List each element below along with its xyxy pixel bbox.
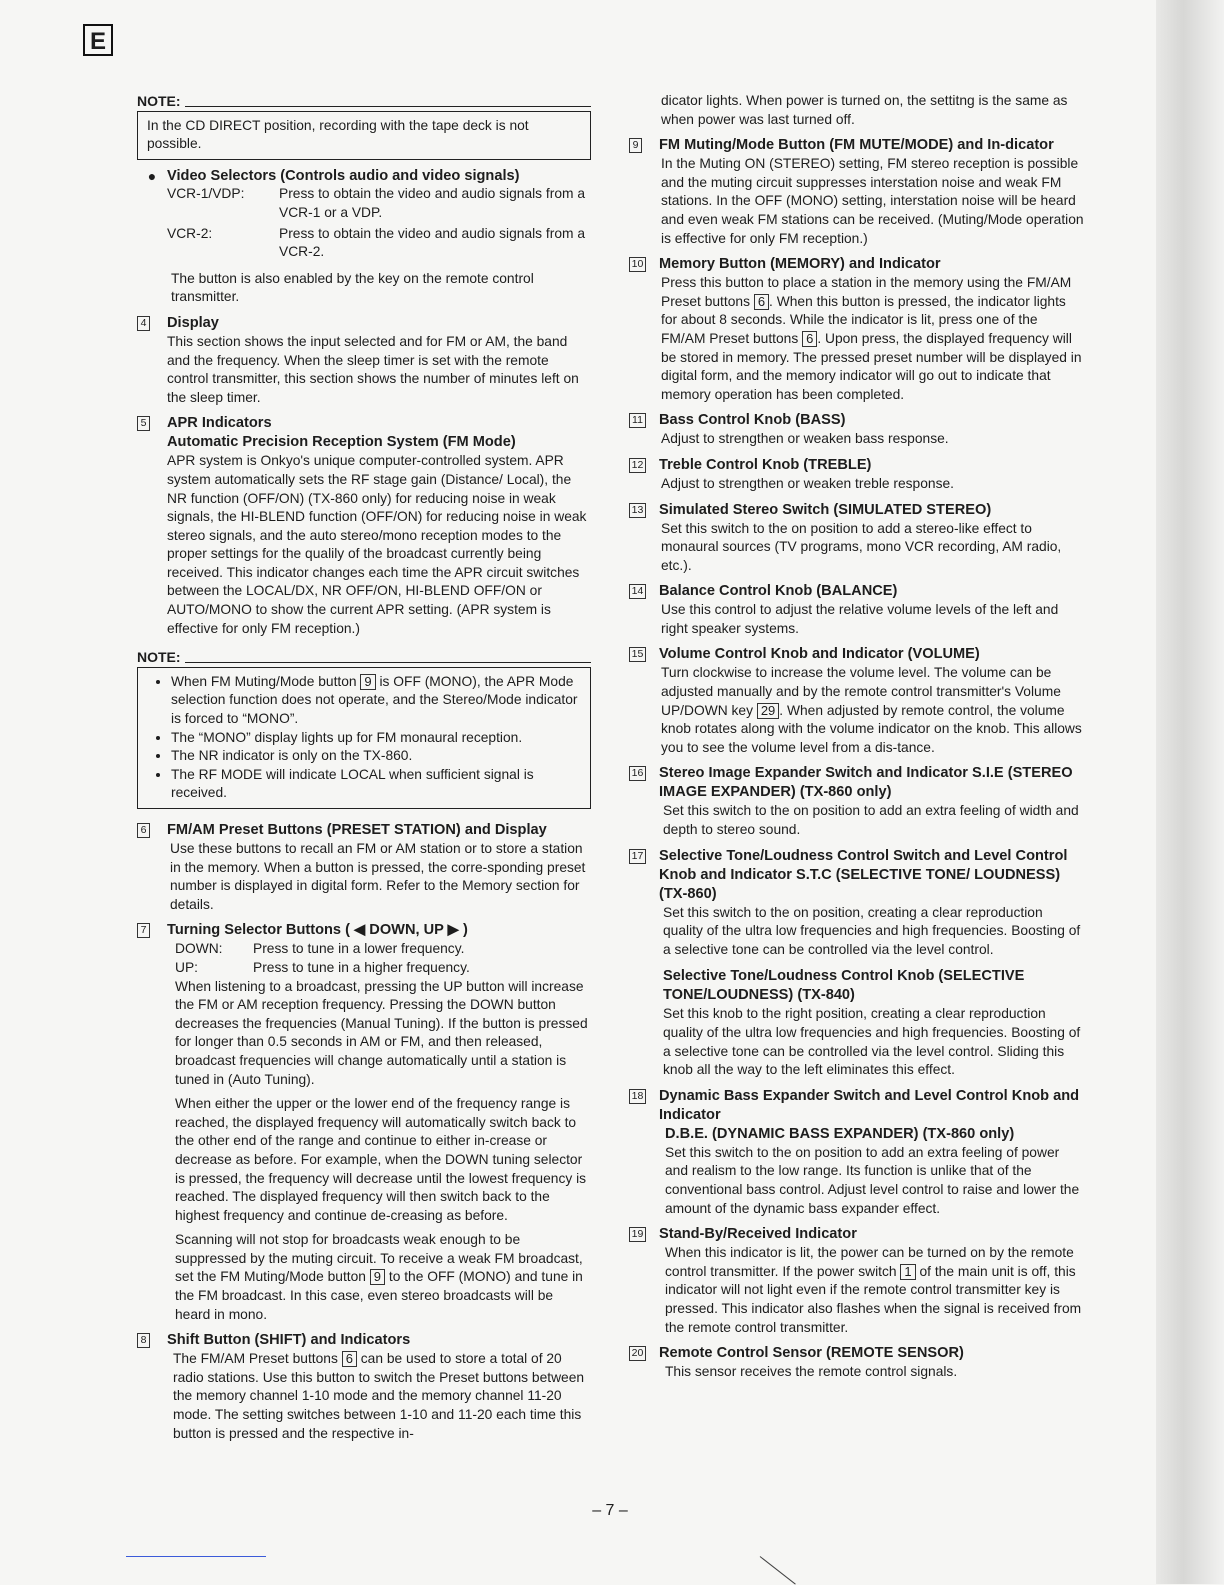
section-number: 15 [629, 647, 646, 662]
note-box: • When FM Muting/Mode button 9 is OFF (MONO), the APR Mode selection function does not operate, and the Stereo/Mode indicator is forced to “MONO”. • The “MONO” display lights up for FM monaural reception. • The NR indicator is only on the TX-860. • The RF MODE will indicate LOCAL when sufficient signal is received. [137, 667, 591, 809]
section-11-bass: 11 Bass Control Knob (BASS) Adjust to strengthen or weaken bass response. [629, 411, 1085, 449]
section-10-memory: 10 Memory Button (MEMORY) and Indicator Press this button to place a station in the memory using the FM/AM Preset buttons 6 . When this button is pressed, the indicator lights for about 8 seconds. While the indicator is lit, press one of the FM/AM Preset buttons 6 . Upon press, the displayed frequency will be stored in memory. The pressed preset number will be displayed in digital form, and the memory indicator will go out to indicate that memory operation has been completed. [629, 255, 1085, 404]
section-number: 19 [629, 1227, 646, 1242]
right-column: dicator lights. When power is turned on, the settitng is the same as when power was last turned off. 9 FM Muting/Mode Button (FM MUTE/MODE) and In-dicator In the Muting ON (STEREO) setting, FM stereo reception is possible and the muting circuit suppresses interstation noise and weak FM stations. In the OFF (MONO) setting, interstation noise will be heard and even weak FM stations can be received. (Muting/Mode operation is effective for only FM reception.) 10 Memory Button (MEMORY) and Indicator Press this button to place a station in the memory using the FM/AM Preset buttons 6 . When this button is pressed, the indicator lights for about 8 seconds. While the indicator is lit, press one of the FM/AM Preset buttons 6 . Upon press, the displayed frequency will be stored in memory. The pressed preset number will be displayed in digital form, and the memory indicator will go out to indicate that memory operation has been completed. 11 Bass Control Knob (BASS) Adjust to strengthen or weaken bass response. 12 Treble Control Knob (TREBLE) Adjust to strengthen or weaken treble response. 13 Simulated Stereo Switch (SIMULATED STEREO) Set this switch to the on position to add a stereo-like effect to monaural sources (TV programs, mono VCR recording, AM radio, etc.). 14 Balance Control Knob (BALANCE) Use this control to adjust the relative volume levels of the left and right speaker systems. 15 Volume Control Knob and Indicator (VOLUME) Turn clockwise to increase the volume level. The volume can be adjusted manually and by the remote control transmitter's Volume UP/DOWN key 29 . When adjusted by remote control, the volume knob rotates along with the volume indicator on the knob. This allows you to see the volume level from a dis-tance. 16 Stereo Image Expander Switch and Indicator S.I.E (STEREO IMAGE EXPANDER) (TX-860 only) Set this switch to the on position to add an extra feeling of width and depth to stereo sound. 17 Selective Tone/Loudness Control Switch and Level Control Knob and Indicator S.T.C (SELECTIVE TONE/ LOUDNESS) (TX-860) Set this switch to the on position, creating a clear reproduction quality of the ultra low frequencies and high frequencies. Boosting of a selective tone can be controlled via the level control. Selective Tone/Loudness Control Knob (SELECTIVE TONE/LOUDNESS) (TX-840) Set this knob to the right position, creating a clear reproduction quality of the ultra low frequencies and high frequencies. Boosting of a selective tone can be controlled via the level control. Sliding this knob all the way to the left eliminates this effect. 18 Dynamic Bass Expander Switch and Level Control Knob and Indicator D.B.E. (DYNAMIC BASS EXPANDER) (TX-860 only) Set this switch to the on position to add an extra feeling of power and realism to the low range. Its function is unlike that of the conventional bass control. Adjust level control to raise and lower the amount of the dynamic bass expander effect. 19 Stand-By/Received Indicator When this indicator is lit, the power can be turned on by the remote control transmitter. If the power switch 1 of the main unit is off, this indicator will not light even if the remote control transmitter key is pressed. This indicator also flashes when the signal is received from the remote control transmitter. 20 Remote Control Sensor (REMOTE SENSOR) This sensor receives the remote control signals. [629, 92, 1085, 1388]
bullet-icon: ● [147, 167, 157, 184]
section-number: 16 [629, 766, 646, 781]
section-number: 13 [629, 503, 646, 518]
section-18-dbe: 18 Dynamic Bass Expander Switch and Level Control Knob and Indicator D.B.E. (DYNAMIC BASS EXPANDER) (TX-860 only) Set this switch to the on position to add an extra feeling of power and realism to the low range. Its function is unlike that of the conventional bass control. Adjust level control to raise and lower the amount of the dynamic bass expander effect. [629, 1087, 1085, 1218]
note-box: In the CD DIRECT position, recording with the tape deck is not possible. [137, 111, 591, 160]
section-number: 6 [137, 823, 150, 838]
video-selectors-section: ● Video Selectors (Controls audio and video signals) VCR-1/VDP: Press to obtain the video and audio signals from a VCR-1 or a VDP. VCR-2: Press to obtain the video and audio signals from a VCR-2. The button is also enabled by the key on the remote control transmitter. [137, 167, 591, 307]
section-number: 4 [137, 316, 150, 331]
section-number: 20 [629, 1346, 646, 1361]
left-column [137, 92, 591, 1449]
section-20-remote-sensor: 20 Remote Control Sensor (REMOTE SENSOR) This sensor receives the remote control signals. [629, 1344, 1085, 1382]
section-14-balance: 14 Balance Control Knob (BALANCE) Use this control to adjust the relative volume levels of the left and right speaker systems. [629, 582, 1085, 638]
section-15-volume: 15 Volume Control Knob and Indicator (VOLUME) Turn clockwise to increase the volume level. The volume can be adjusted manually and by the remote control transmitter's Volume UP/DOWN key 29 . When adjusted by remote control, the volume knob rotates along with the volume indicator on the knob. This allows you to see the volume level from a dis-tance. [629, 645, 1085, 757]
page-edge-shadow [1156, 0, 1224, 1584]
language-badge: E [83, 24, 113, 56]
note-label: NOTE: [137, 648, 591, 667]
section-6-preset: 6 FM/AM Preset Buttons (PRESET STATION) and Display Use these buttons to recall an FM or AM station or to store a station in the memory. When a button is pressed, the corre-sponding preset number is displayed in digital form. Refer to the Memory section for details. [137, 821, 591, 914]
scan-mark [126, 1556, 266, 1557]
section-number: 17 [629, 849, 646, 864]
page-number: – 7 – [592, 1502, 628, 1519]
section-13-simulated-stereo: 13 Simulated Stereo Switch (SIMULATED STEREO) Set this switch to the on position to add a stereo-like effect to monaural sources (TV programs, mono VCR recording, AM radio, etc.). [629, 501, 1085, 576]
section-7-tuning: 7 Turning Selector Buttons ( ◀ DOWN, UP ▶ ) DOWN: Press to tune in a lower frequency. UP: Press to tune in a higher frequency. When listening to a broadcast, pressing the UP button will increase the FM or AM reception frequency. Pressing the DOWN button decreases the frequencies (Manual Tuning). If the button is pressed for longer than 0.5 seconds in AM or FM, and then released, broadcast frequencies will change automatically until a station is tuned in (Auto Tuning). When either the upper or the lower end of the frequency range is reached, the displayed frequency will automatically switch back to the other end of the range and continue to either in-crease or decrease as before. For example, when the DOWN tuning selector is pressed, the frequency will decrease until the lowest frequency is reached. The displayed frequency will then switch back to the highest frequency and continue de-creasing as before. Scanning will not stop for broadcasts weak enough to be suppressed by the muting circuit. To receive a weak FM broadcast, set the FM Muting/Mode button 9 to the OFF (MONO) and tune in the FM broadcast. In this case, even stereo broadcasts will be heard in mono. [137, 921, 591, 1324]
section-number: 5 [137, 416, 150, 431]
section-number: 12 [629, 458, 646, 473]
section-5-apr: 5 APR Indicators Automatic Precision Reception System (FM Mode) APR system is Onkyo's unique computer-controlled system. APR system automatically sets the RF stage gain (Distance/ Local), the NR function (OFF/ON) (TX-860 only) for reducing noise in weak signals, the HI-BLEND function (OFF/ON) for reducing noise in weak stereo signals, and the auto stereo/mono reception modes to the proper settings for the qualily of the broadcast currently being received. This indicator changes each time the APR circuit switches between the LOCAL/DX, NR OFF/ON, HI-BLEND OFF/ON or AUTO/MONO to show the current APR setting. (APR system is effective for only FM reception.) [137, 414, 591, 638]
section-4-display: 4 Display This section shows the input selected and for FM or AM, the band and the frequency. When the sleep timer is set with the remote control transmitter, this section shows the number of minutes left on the sleep timer. [137, 314, 591, 407]
note-label: NOTE: [137, 92, 591, 111]
section-17-stc: 17 Selective Tone/Loudness Control Switch and Level Control Knob and Indicator S.T.C (SELECTIVE TONE/ LOUDNESS) (TX-860) Set this switch to the on position, creating a clear reproduction quality of the ultra low frequencies and high frequencies. Boosting of a selective tone can be controlled via the level control. Selective Tone/Loudness Control Knob (SELECTIVE TONE/LOUDNESS) (TX-840) Set this knob to the right position, creating a clear reproduction quality of the ultra low frequencies and high frequencies. Boosting of a selective tone can be controlled via the level control. Sliding this knob all the way to the left eliminates this effect. [629, 847, 1085, 1080]
section-number: 8 [137, 1333, 150, 1348]
section-8-shift: 8 Shift Button (SHIFT) and Indicators The FM/AM Preset buttons 6 can be used to store a total of 20 radio stations. Use this button to switch the Preset buttons between the memory channel 1-10 mode and the memory channel 11-20 mode. The setting switches between 1-10 and 11-20 each time this button is pressed and the respective in- [137, 1331, 591, 1443]
section-number: 7 [137, 923, 150, 938]
section-number: 11 [629, 413, 646, 428]
scan-mark [760, 1556, 796, 1584]
section-title: Video Selectors (Controls audio and video signals) [167, 167, 520, 184]
section-number: 14 [629, 584, 646, 599]
section-19-standby: 19 Stand-By/Received Indicator When this indicator is lit, the power can be turned on by the remote control transmitter. If the power switch 1 of the main unit is off, this indicator will not light even if the remote control transmitter key is pressed. This indicator also flashes when the signal is received from the remote control transmitter. [629, 1225, 1085, 1337]
section-16-sie: 16 Stereo Image Expander Switch and Indicator S.I.E (STEREO IMAGE EXPANDER) (TX-860 only) Set this switch to the on position to add an extra feeling of width and depth to stereo sound. [629, 764, 1085, 839]
section-9-fm-mute: 9 FM Muting/Mode Button (FM MUTE/MODE) and In-dicator In the Muting ON (STEREO) setting, FM stereo reception is possible and the muting circuit suppresses interstation noise and weak FM stations. In the OFF (MONO) setting, interstation noise will be heard and even weak FM stations can be received. (Muting/Mode operation is effective for only FM reception.) [629, 136, 1085, 248]
section-number: 9 [629, 138, 642, 153]
section-12-treble: 12 Treble Control Knob (TREBLE) Adjust to strengthen or weaken treble response. [629, 456, 1085, 494]
section-number: 18 [629, 1089, 646, 1104]
section-number: 10 [629, 257, 646, 272]
